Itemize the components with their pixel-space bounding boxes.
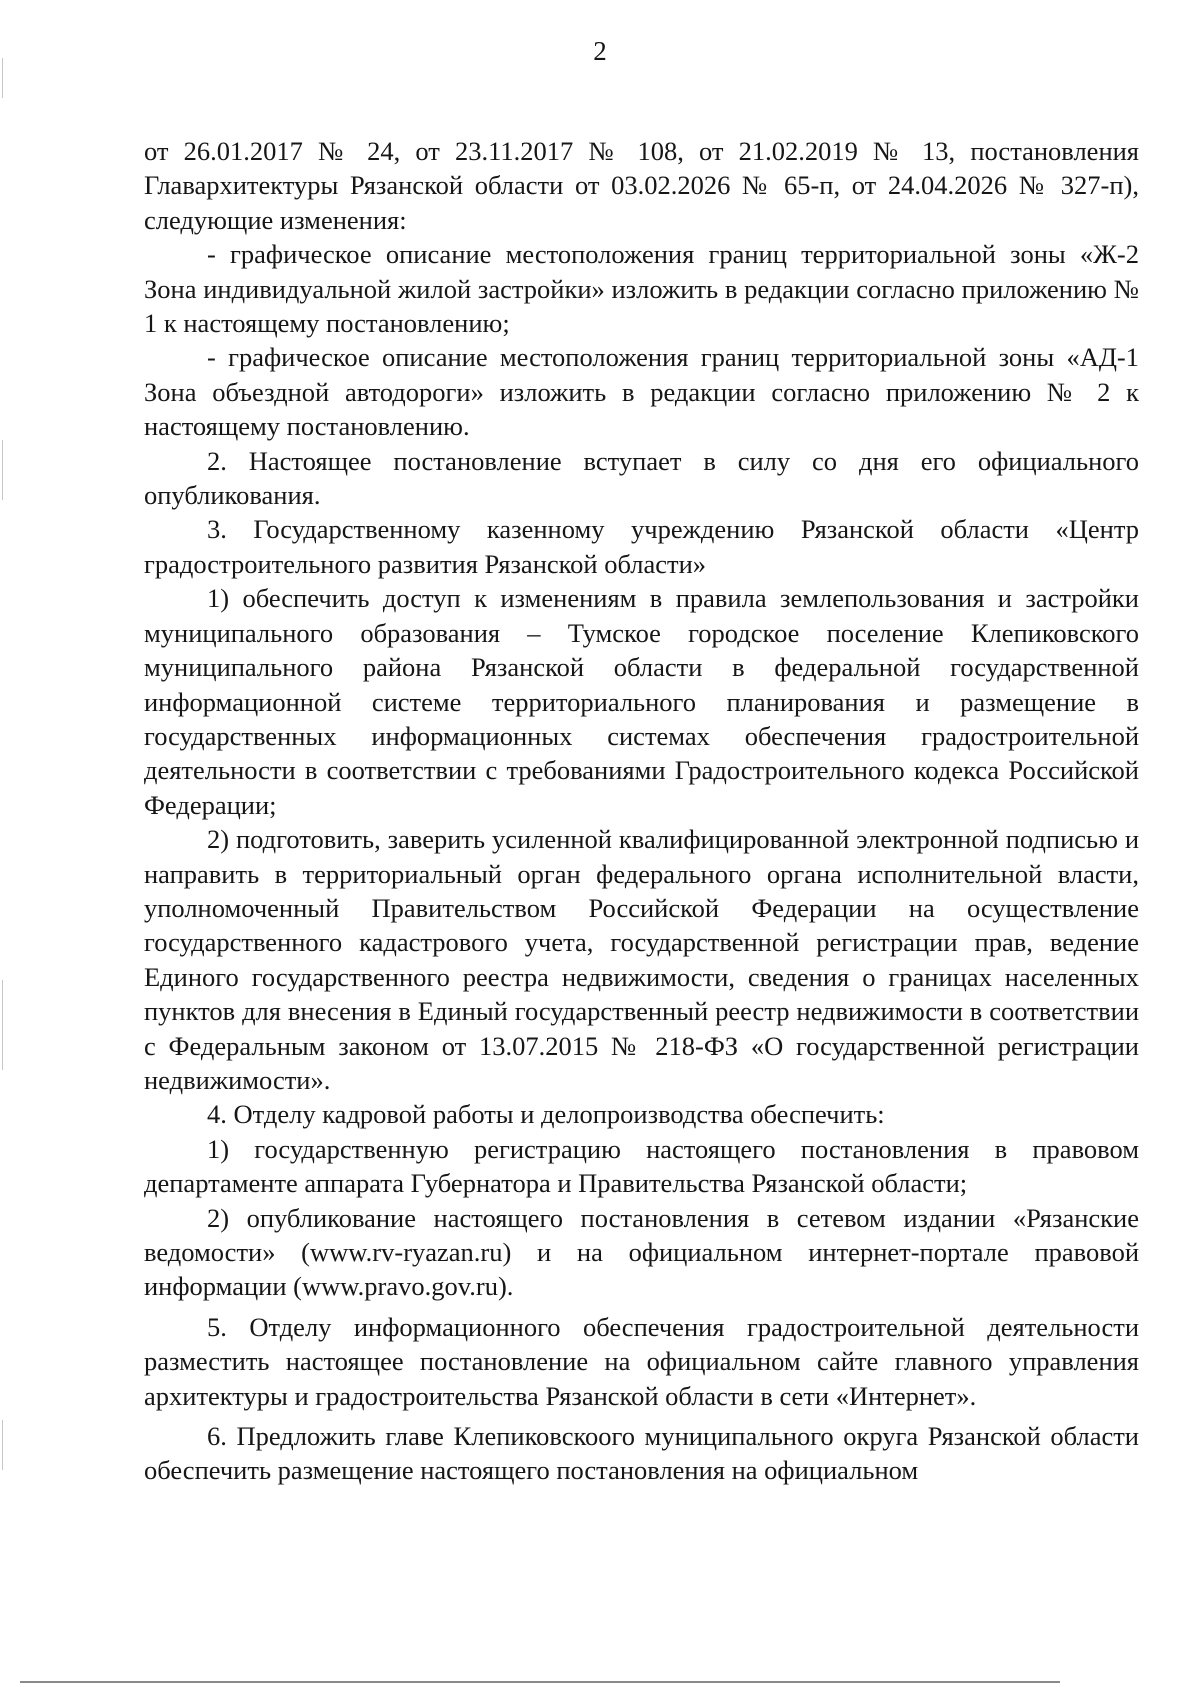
paragraph-amendment-list-intro: от 26.01.2017 № 24, от 23.11.2017 № 108, от 21.02.2019 № 13, постановления Главархитектуры Рязанской области от 03.02.2026 № 65-п, от 24.04.2026 № 327-п), следующие изменения: (144, 136, 1139, 235)
paragraph-zone-ad1: - графическое описание местоположения границ территориальной зоны «АД-1 Зона объездной автодороги» изложить в редакции согласно приложению № 2 к настоящему постановлению. (144, 342, 1139, 442)
paragraph-item-4: 4. Отделу кадровой работы и делопроизводства обеспечить: (207, 1099, 885, 1130)
paragraph-item-2: 2. Настоящее постановление вступает в силу со дня его официального опубликования. (144, 445, 1139, 511)
paragraph-item-3-2: 2) подготовить, заверить усиленной квалифицированной электронной подписью и направить в территориальный орган федерального органа исполнительной власти, уполномоченный Правительством Российской Федерации на осуществление государственного кадастрового учета, государственной регистрации прав, ведение Единого государственного реестра недвижимости, сведения о границах населенных пунктов для внесения в Единый государственный реестр недвижимости в соответствии с Федеральным законом от 13.07.2015 № 218-ФЗ «О государственной регистрации недвижимости». (144, 824, 1139, 1095)
paragraph-item-3: 3. Государственному казенному учреждению Рязанской области «Центр градостроительного развития Рязанской области» (144, 514, 1139, 579)
scan-edge-mark (2, 980, 3, 1070)
paragraph-item-3-1: 1) обеспечить доступ к изменениям в правила землепользования и застройки муниципального образования – Тумское городское поселение Клепиковского муниципального района Рязанской области в федеральной государственной информационной системе территориального планирования и размещение в государственных информационных системах обеспечения градостроительной деятельности в соответствии с требованиями Градостроительного кодекса Российской Федерации; (144, 583, 1139, 820)
paragraph-item-4-2: 2) опубликование настоящего постановления в сетевом издании «Рязанские ведомости» (www.rv-ryazan.ru) и на официальном интернет-портале правовой информации (www.pravo.gov.ru). (144, 1202, 1139, 1302)
scan-bottom-edge (20, 1681, 1060, 1683)
paragraph-item-4-1: 1) государственную регистрацию настоящего постановления в правовом департаменте аппарата Губернатора и Правительства Рязанской области; (144, 1133, 1139, 1199)
document-body (144, 134, 1139, 1488)
paragraph-zone-zh2: - графическое описание местоположения границ территориальной зоны «Ж-2 Зона индивидуальной жилой застройки» изложить в редакции согласно приложению № 1 к настоящему постановлению; (144, 239, 1139, 339)
paragraph-item-5: 5. Отделу информационного обеспечения градостроительной деятельности разместить настоящее постановление на официальном сайте главного управления архитектуры и градостроительства Рязанской области в сети «Интернет». (144, 1311, 1139, 1411)
scan-edge-mark (2, 1420, 3, 1470)
paragraph-item-6: 6. Предложить главе Клепиковскоого муниципального округа Рязанской области обеспечить размещение настоящего постановления на официальном (144, 1421, 1139, 1486)
scan-edge-mark (2, 58, 3, 98)
scan-edge-mark (2, 440, 3, 500)
page-number: 2 (593, 36, 607, 66)
